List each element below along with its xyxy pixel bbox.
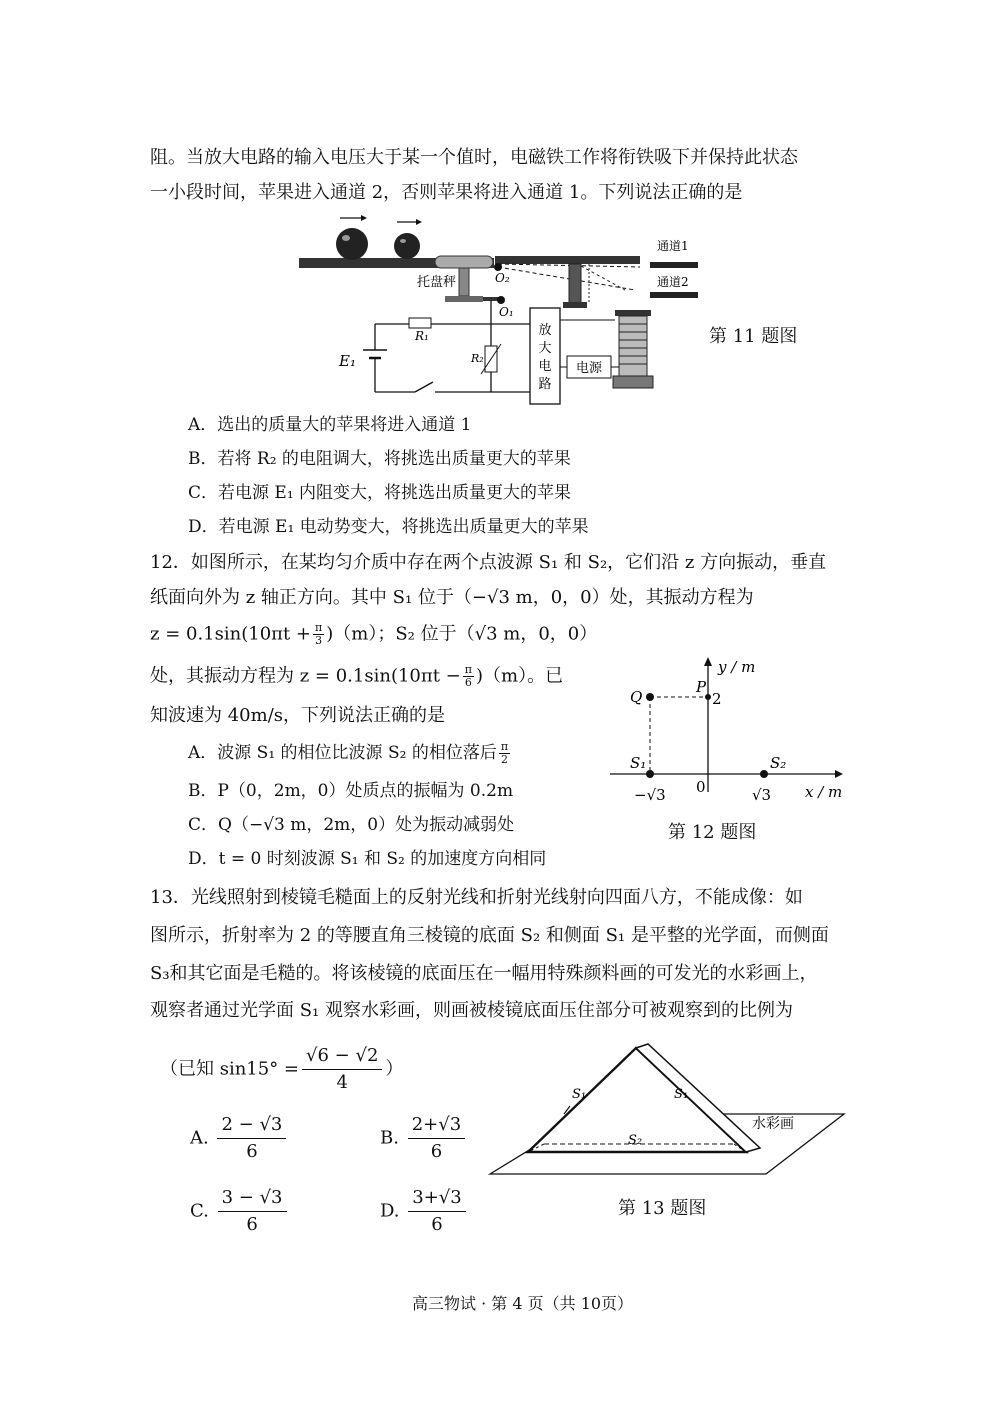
q-label: Q (630, 688, 643, 706)
lever-arm (495, 256, 640, 264)
p-label: P (696, 678, 707, 696)
svg-text:电: 电 (538, 359, 552, 374)
y-tick-2: 2 (712, 690, 722, 708)
apple-1 (336, 228, 368, 260)
s1-label: S₁ (630, 754, 647, 772)
q13-line-4: 观察者通过光学面 S₁ 观察水彩画，则画被棱镜底面压住部分可被观察到的比例为 (150, 1000, 793, 1021)
q12-line-4: 处，其振动方程为 z = 0.1sin(10πt − $\frac{\pi}{6}$ )（m）。已 (150, 663, 564, 689)
q13-line-1: 13．光线照射到棱镜毛糙面上的反射光线和折射光线射向四面八方，不能成像：如 (150, 887, 803, 908)
channel-1-label: 通道1 (657, 239, 689, 253)
svg-text:路: 路 (538, 377, 552, 392)
figure-11-apple-sorter (295, 212, 715, 412)
tray-pan (435, 256, 493, 268)
q13-line-2: 图所示，折射率为 2 的等腰直角三棱镜的底面 S₂ 和侧面 S₁ 是平整的光学面，而侧面 (150, 925, 829, 946)
q13-option-c: C. $\frac{3 - √3}{6}$ (190, 1185, 290, 1238)
channel-1-bar (650, 262, 698, 268)
q13-option-d: D. $\frac{3+√3}{6}$ (380, 1185, 469, 1238)
q12-line-2: 纸面向外为 z 轴正方向。其中 S₁ 位于（−√3 m，0，0）处，其振动方程为 (150, 587, 754, 608)
e1-label: E₁ (339, 352, 356, 370)
intro-line-2: 一小段时间，苹果进入通道 2，否则苹果将进入通道 1。下列说法正确的是 (150, 182, 743, 203)
q12-option-c: C．Q（−√3 m，2m，0）处为振动减弱处 (188, 815, 515, 835)
figure-12-caption: 第 12 题图 (668, 822, 757, 843)
q12-option-b: B．P（0，2m，0）处质点的振幅为 0.2m (188, 781, 514, 801)
svg-text:放: 放 (538, 323, 552, 338)
tray-label: 托盘秤 (417, 275, 457, 290)
point-s2 (760, 770, 768, 778)
resistor-r1 (409, 318, 431, 328)
s2-label: S₂ (770, 754, 787, 772)
q13-line-3: S₃和其它面是毛糙的。将该棱镜的底面压在一幅用特殊颜料画的可发光的水彩画上， (150, 963, 818, 984)
q13-option-b: B. $\frac{2+√3}{6}$ (380, 1112, 468, 1165)
o2-label: O₂ (495, 271, 510, 285)
q13-given: （已知 sin15° = $\frac{√6 - √2}{4}$ ） (160, 1045, 404, 1093)
painting-label: 水彩画 (752, 1116, 794, 1132)
s2-label: S₂ (628, 1133, 643, 1148)
r1-label: R₁ (415, 329, 429, 343)
figure-11-caption: 第 11 题图 (709, 326, 798, 347)
r2-label: R₂ (471, 352, 484, 365)
x-tick-neg: −√3 (634, 786, 666, 802)
channel-2-bar (650, 292, 698, 298)
switch (415, 382, 433, 392)
electromagnet-coil (613, 316, 653, 388)
q12-line-1: 12．如图所示，在某均匀介质中存在两个点波源 S₁ 和 S₂，它们沿 z 方向振动，垂直 (150, 552, 827, 573)
q11-option-d: D．若电源 E₁ 电动势变大，将挑选出质量更大的苹果 (188, 517, 589, 537)
q12-line-5: 知波速为 40m/s，下列说法正确的是 (150, 705, 445, 726)
power-label: 电源 (575, 361, 603, 376)
q13-option-a: A. $\frac{2 - √3}{6}$ (190, 1112, 289, 1165)
apple-2 (394, 233, 420, 259)
svg-text:大: 大 (538, 341, 552, 356)
page-footer: 高三物试 · 第 4 页（共 10页） (412, 1294, 634, 1313)
channel-2-label: 通道2 (657, 275, 689, 289)
s1-left-label: S₁ (572, 1087, 587, 1102)
y-axis-label: y / m (718, 658, 756, 676)
intro-line-1: 阻。当放大电路的输入电压大于某一个值时，电磁铁工作将衔铁吸下并保持此状态 (150, 147, 798, 168)
origin-label: 0 (696, 778, 706, 796)
q11-option-c: C．若电源 E₁ 内阻变大，将挑选出质量更大的苹果 (188, 483, 572, 503)
figure-13-caption: 第 13 题图 (618, 1198, 707, 1219)
q11-option-b: B．若将 R₂ 的电阻调大，将挑选出质量更大的苹果 (188, 449, 571, 469)
q12-option-a: A．波源 S₁ 的相位比波源 S₂ 的相位落后 $\frac{\pi}{2}$ (188, 740, 509, 766)
figure-12-axes (600, 652, 850, 802)
x-tick-pos: √3 (752, 786, 772, 802)
q11-option-a: A．选出的质量大的苹果将进入通道 1 (188, 415, 472, 435)
q12-option-d: D．t = 0 时刻波源 S₁ 和 S₂ 的加速度方向相同 (188, 849, 547, 869)
s1-right-label: S₁ (674, 1087, 689, 1102)
x-axis-label: x / m (805, 783, 843, 801)
figure-13-prism (488, 1040, 848, 1180)
q12-line-3: z = 0.1sin(10πt + $\frac{\pi}{3}$ )（m）；S₂ 位于（√3 m，0，0） (150, 621, 598, 647)
o1-label: O₁ (499, 305, 514, 319)
